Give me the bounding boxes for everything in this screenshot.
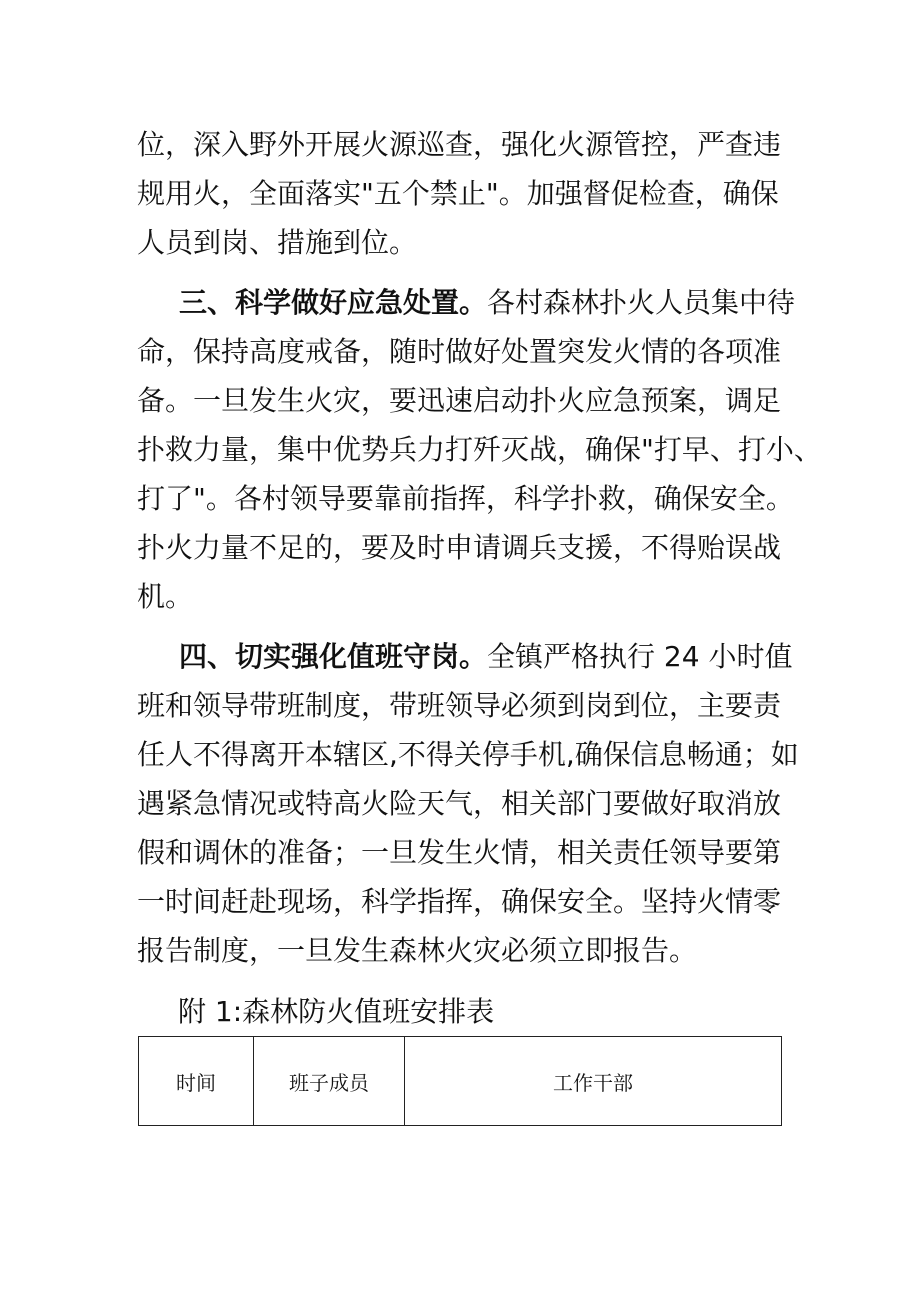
text-line: 任人不得离开本辖区,不得关停手机,确保信息畅通；如 bbox=[137, 738, 799, 771]
text-line: 一时间赶赴现场，科学指挥，确保安全。坚持火情零 bbox=[137, 885, 782, 918]
text-line: 扑救力量，集中优势兵力打歼灭战，确保"打早、打小、 bbox=[137, 433, 822, 466]
text-line: 报告制度，一旦发生森林火灾必须立即报告。 bbox=[137, 934, 698, 967]
text-line: 机。 bbox=[137, 580, 194, 613]
header-cell-time: 时间 bbox=[139, 1037, 254, 1126]
text-line: 遇紧急情况或特高火险天气，相关部门要做好取消放 bbox=[137, 787, 782, 820]
text-line: 假和调休的准备；一旦发生火情，相关责任领导要第 bbox=[137, 836, 782, 869]
header-cell-leaders: 班子成员 bbox=[254, 1037, 405, 1126]
paragraph-section-3 bbox=[137, 278, 822, 621]
table-header-row bbox=[139, 1037, 782, 1126]
text-line: 班和领导带班制度，带班领导必须到岗到位，主要责 bbox=[137, 689, 782, 722]
text-line: 备。一旦发生火灾，要迅速启动扑火应急预案，调足 bbox=[137, 384, 782, 417]
text-line-first bbox=[137, 278, 796, 327]
section-3-heading: 三、科学做好应急处置。 bbox=[179, 286, 488, 319]
text-fragment: 各村森林扑火人员集中待 bbox=[487, 286, 796, 319]
text-line: 人员到岗、措施到位。 bbox=[137, 226, 418, 259]
text-line: 命，保持高度戒备，随时做好处置突发火情的各项准 bbox=[137, 335, 782, 368]
duty-schedule-table bbox=[138, 1036, 782, 1126]
section-4-heading: 四、切实强化值班守岗。 bbox=[179, 640, 488, 673]
text-line: 打了"。各村领导要靠前指挥，科学扑救，确保安全。 bbox=[137, 482, 794, 515]
text-line-first bbox=[137, 632, 793, 681]
paragraph-continuation bbox=[137, 120, 787, 267]
text-line: 扑火力量不足的，要及时申请调兵支援，不得贻误战 bbox=[137, 531, 782, 564]
text-line: 位，深入野外开展火源巡查，强化火源管控，严查违 bbox=[137, 128, 782, 161]
text-line: 规用火，全面落实"五个禁止"。加强督促检查，确保 bbox=[137, 177, 779, 210]
header-cell-staff: 工作干部 bbox=[405, 1037, 782, 1126]
text-fragment: 全镇严格执行 24 小时值 bbox=[487, 640, 793, 673]
attachment-title: 附 1:森林防火值班安排表 bbox=[178, 995, 495, 1028]
paragraph-section-4 bbox=[137, 632, 799, 975]
